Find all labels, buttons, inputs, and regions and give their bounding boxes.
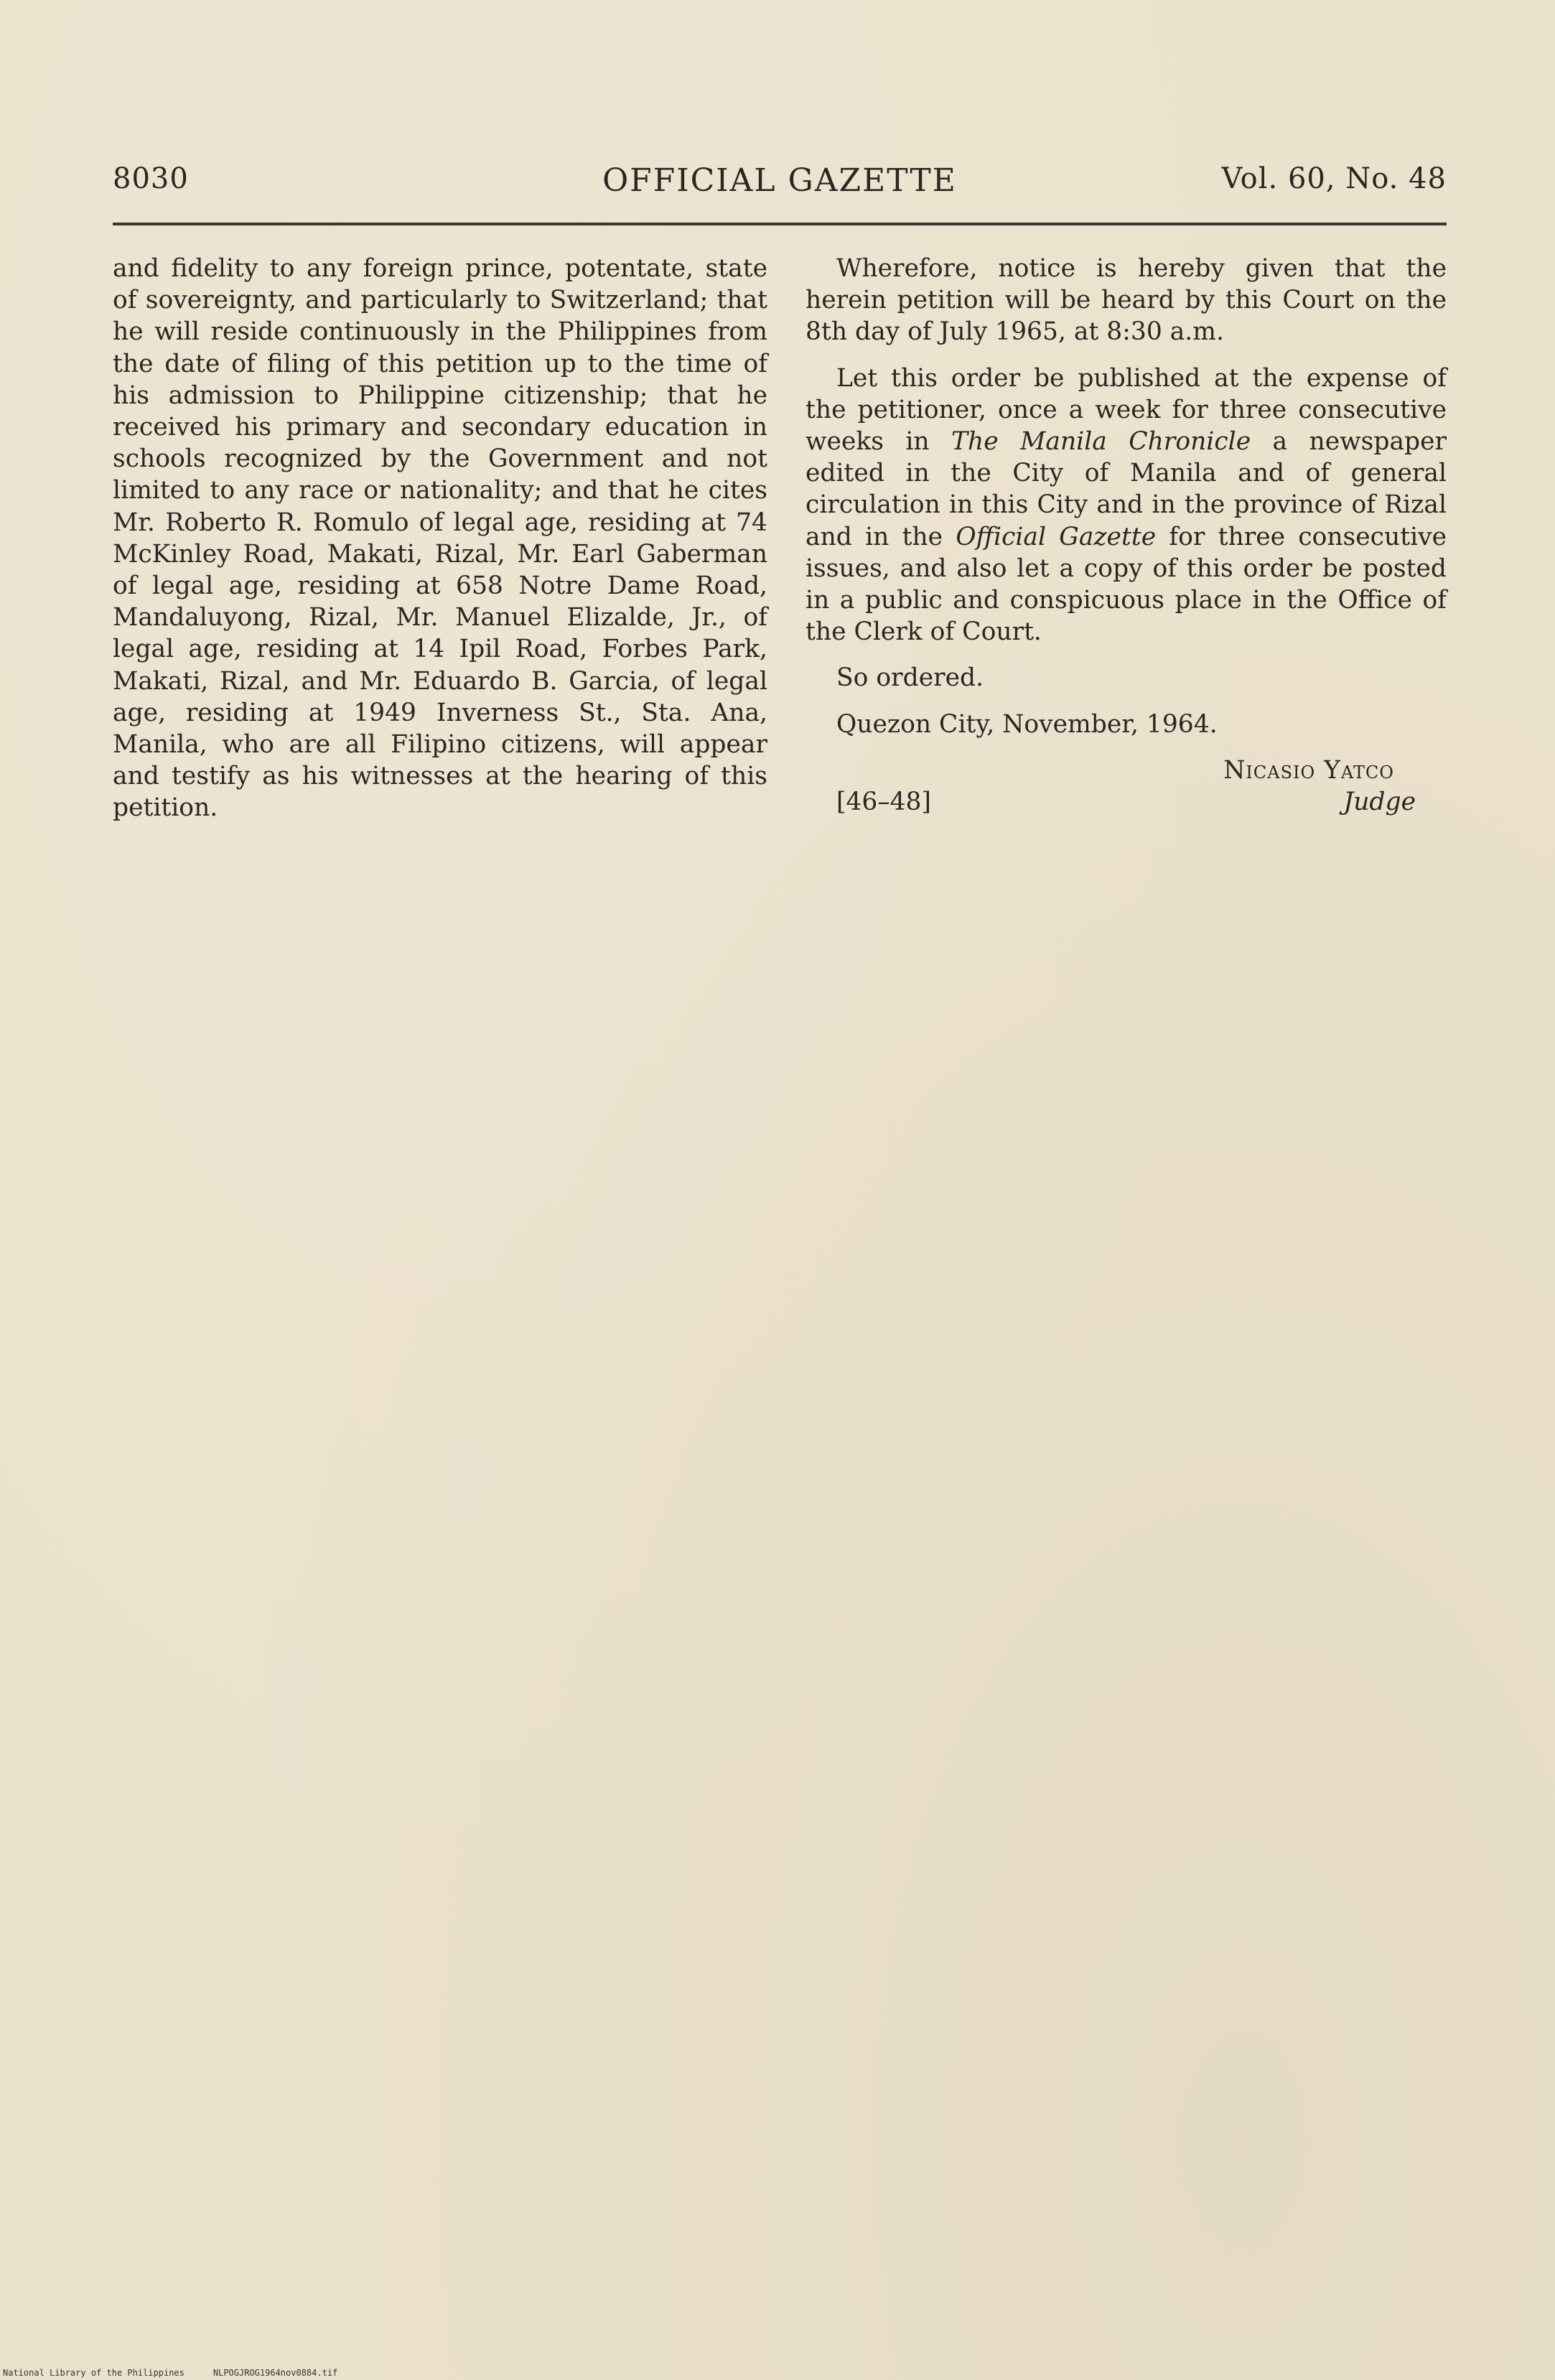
page-header — [113, 162, 1447, 205]
file-name: NLPOGJROG1964nov0884.tif — [213, 2368, 338, 2378]
volume-number: Vol. 60, No. 48 — [1221, 162, 1447, 195]
newspaper-name: The Manila Chronicle — [951, 427, 1251, 457]
signature-line — [805, 755, 1447, 786]
journal-title: OFFICIAL GAZETTE — [602, 162, 957, 199]
publication-order-text-2: a newspaper edited in the City of Manila and of general circulation in this City and in the province of Rizal and in the — [805, 427, 1447, 551]
library-credit: National Library of the Philippines — [3, 2368, 185, 2378]
reference-number: [46–48] — [836, 787, 931, 816]
gazette-name: Official Gazette — [956, 522, 1157, 551]
place-and-date: Quezon City, November, 1964. — [836, 709, 1218, 739]
reference-line — [805, 786, 1447, 818]
publication-order-text-1: Let this order be published at the expense of the petitioner, once a week for three consecutive weeks in — [805, 363, 1447, 457]
signatory-title: Judge — [1343, 787, 1416, 816]
right-column — [805, 253, 1447, 818]
publication-order-text-3: for three consecutive issues, and also let a copy of this order be posted in a public and conspicuous place in the Office of the Clerk of Court. — [805, 522, 1447, 647]
scan-footer — [3, 2368, 337, 2378]
publication-order-paragraph — [805, 363, 1447, 648]
so-ordered: So ordered. — [836, 663, 984, 693]
hearing-notice-paragraph: Wherefore, notice is hereby given that the herein petition will be heard by this Court on the 8th day of July 1965, at 8:30 a.m. — [805, 254, 1447, 347]
header-divider — [113, 223, 1447, 225]
signatory-name: Nicasio Yatco — [1223, 755, 1394, 785]
petition-continuation-paragraph: and fidelity to any foreign prince, potentate, state of sovereignty, and particularly to Switzerland; that he will reside continuously in the Philippines from the date of filing of this petition up to the time of his admission to Philippine citizenship; that he received his primary and secondary education in schools recognized by the Government and not limited to any race or nationality; and that he cites Mr. Roberto R. Romulo of legal age, residing at 74 McKinley Road, Makati, Rizal, Mr. Earl Gaberman of legal age, residing at 658 Notre Dame Road, Mandaluyong, Rizal, Mr. Manuel Elizalde, Jr., of legal age, residing at 14 Ipil Road, Forbes Park, Makati, Rizal, and Mr. Eduardo B. Garcia, of legal age, residing at 1949 Inverness St., Sta. Ana, Manila, who are all Filipino citizens, will appear and testify as his witnesses at the hearing of this petition. — [113, 254, 767, 823]
page-number: 8030 — [113, 162, 189, 195]
left-column — [113, 253, 767, 824]
